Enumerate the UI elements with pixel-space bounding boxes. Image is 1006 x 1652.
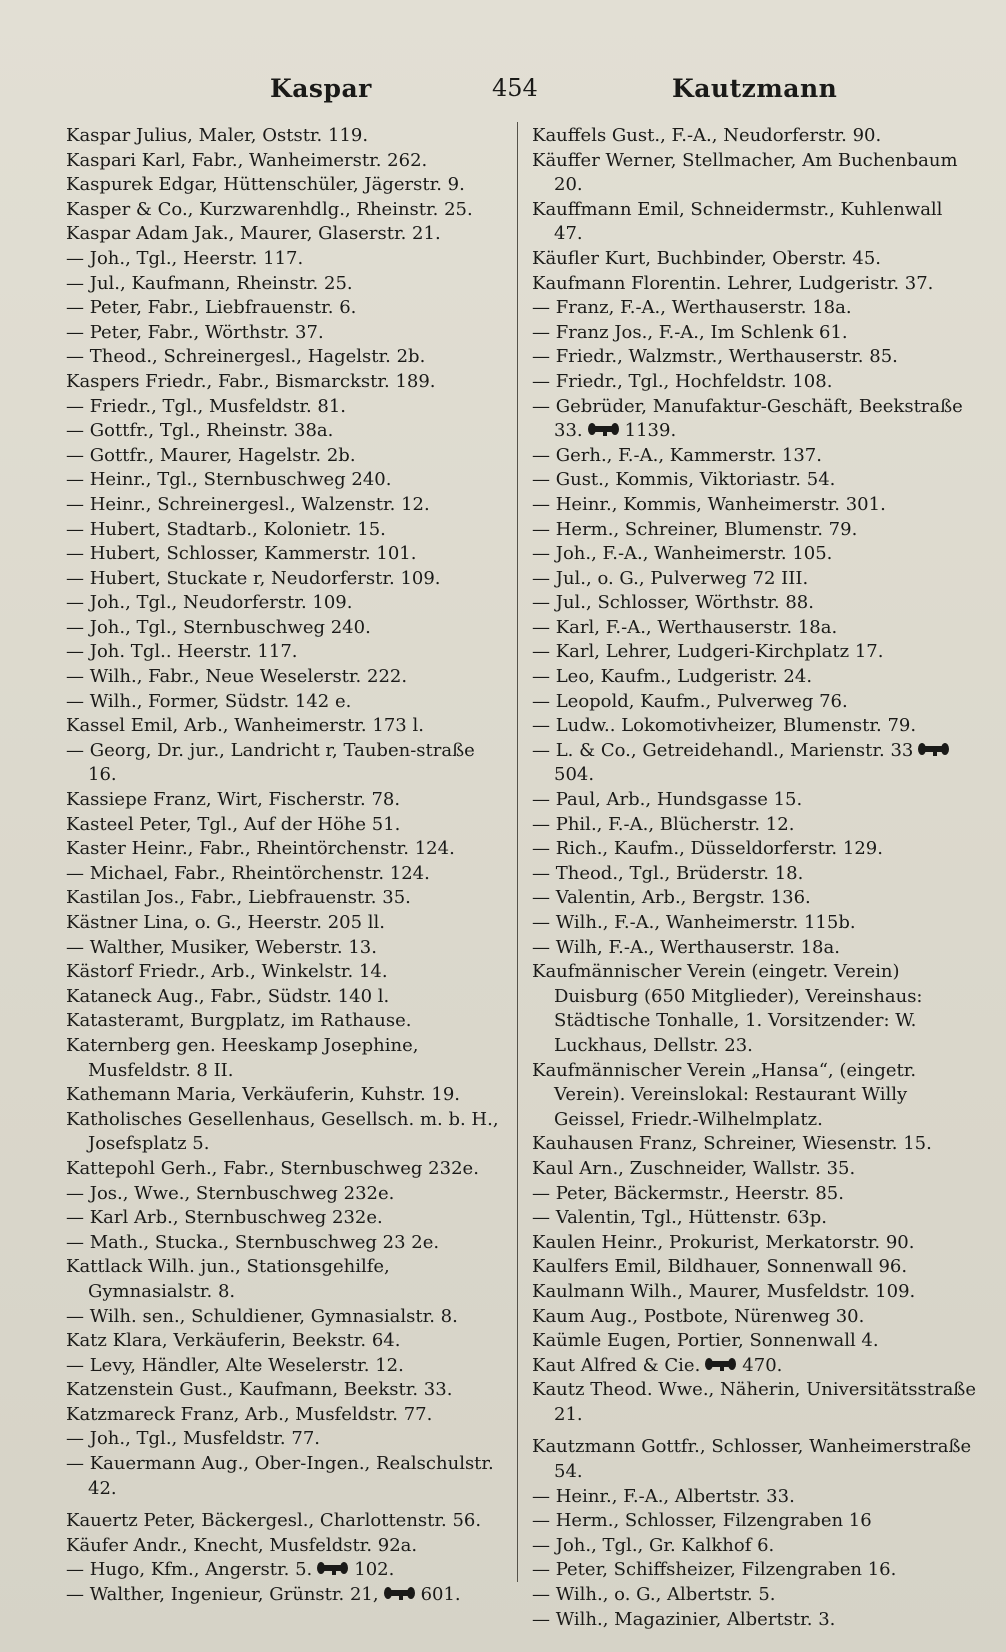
entry-text: — Peter, Schiffsheizer, Filzengraben 16. (532, 1559, 897, 1581)
directory-entry (66, 468, 502, 493)
entry-text: — Wilh., Magazinier, Albertstr. 3. (532, 1608, 836, 1630)
directory-entry (66, 911, 502, 936)
directory-entry (66, 493, 502, 518)
entry-text: Katholisches Gesellenhaus, Gesellsch. m. b. H., Josefsplatz 5. (66, 1108, 499, 1155)
directory-entry (532, 690, 976, 715)
directory-entry (532, 886, 976, 911)
directory-entry (66, 395, 502, 420)
directory-entry (66, 1255, 502, 1304)
entry-text: — Franz Jos., F.-A., Im Schlenk 61. (532, 321, 848, 343)
entry-text: — Kauermann Aug., Ober-Ingen., Realschulstr. 42. (66, 1453, 494, 1499)
directory-entry (532, 640, 976, 665)
entry-text: — Ludw.. Lokomotivheizer, Blumenstr. 79. (532, 715, 917, 737)
directory-entry (532, 1534, 976, 1559)
directory-entry (532, 1157, 976, 1182)
directory-entry (66, 960, 502, 985)
entry-text: Käuffer Werner, Stellmacher, Am Buchenbaum 20. (532, 149, 958, 196)
entry-text: Kataneck Aug., Fabr., Südstr. 140 l. (66, 985, 390, 1007)
directory-entry (66, 1452, 502, 1501)
entry-text: Kauhausen Franz, Schreiner, Wiesenstr. 15. (532, 1133, 932, 1155)
directory-entry (66, 567, 502, 592)
entry-text: — Heinr., F.-A., Albertstr. 33. (532, 1485, 795, 1507)
entry-text: — Peter, Fabr., Liebfrauenstr. 6. (66, 297, 357, 319)
entry-text: — Jul., o. G., Pulverweg 72 III. (532, 567, 809, 589)
directory-entry (66, 862, 502, 887)
entry-text: — Joh., Tgl., Neudorferstr. 109. (66, 592, 353, 614)
directory-entry (532, 837, 976, 862)
entry-text: — Jul., Kaufmann, Rheinstr. 25. (66, 272, 353, 294)
directory-entry (66, 1583, 502, 1608)
entry-text: Katernberg gen. Heeskamp Josephine, Musfeldstr. 8 II. (66, 1034, 419, 1081)
page-header (0, 74, 1006, 114)
directory-entry (532, 813, 976, 838)
directory-entry (66, 222, 502, 247)
directory-entry (66, 542, 502, 567)
entry-text: Kaümle Eugen, Portier, Sonnenwall 4. (532, 1330, 879, 1352)
header-left-word: Kaspar (270, 74, 372, 103)
entry-text: — Hugo, Kfm., Angerstr. 5. (66, 1559, 313, 1581)
entry-text: Kautzmann Gottfr., Schlosser, Wanheimerstraße 54. (532, 1436, 972, 1483)
entry-text: Kathemann Maria, Verkäuferin, Kuhstr. 19. (66, 1084, 461, 1106)
entry-text: — Hubert, Stuckate r, Neudorferstr. 109. (66, 567, 441, 589)
entry-text: Kassiepe Franz, Wirt, Fischerstr. 78. (66, 789, 401, 811)
directory-entry (66, 419, 502, 444)
directory-entry (532, 124, 976, 149)
directory-entry (532, 1305, 976, 1330)
directory-entry (532, 444, 976, 469)
directory-entry (66, 690, 502, 715)
directory-entry (66, 1206, 502, 1231)
directory-entry (66, 640, 502, 665)
directory-entry (66, 247, 502, 272)
directory-entry (532, 321, 976, 346)
entry-text: Katzenstein Gust., Kaufmann, Beekstr. 33. (66, 1379, 453, 1401)
directory-entry (532, 1485, 976, 1510)
directory-entry (66, 149, 502, 174)
entry-text: — Gottfr., Tgl., Rheinstr. 38a. (66, 420, 334, 442)
directory-entry (532, 395, 976, 444)
phone-number: 470. (742, 1354, 783, 1376)
directory-entry (532, 1329, 976, 1354)
entry-text: — Wilh., Fabr., Neue Weselerstr. 222. (66, 666, 408, 688)
directory-entry (66, 1378, 502, 1403)
directory-entry (66, 1534, 502, 1559)
directory-entry (532, 345, 976, 370)
directory-entry (66, 616, 502, 641)
directory-entry (66, 198, 502, 223)
phone-number: 102. (354, 1559, 395, 1581)
entry-text: Käufler Kurt, Buchbinder, Oberstr. 45. (532, 247, 881, 269)
phone-number: 601. (420, 1584, 461, 1606)
directory-entry (532, 567, 976, 592)
entry-text: Kauffels Gust., F.-A., Neudorferstr. 90. (532, 125, 882, 146)
directory-entry (532, 272, 976, 297)
directory-entry (66, 1231, 502, 1256)
entry-text: — Friedr., Tgl., Musfeldstr. 81. (66, 395, 347, 417)
entry-text: — Joh. Tgl.. Heerstr. 117. (66, 641, 298, 663)
entry-text: — Phil., F.-A., Blücherstr. 12. (532, 813, 795, 835)
directory-entry (532, 1206, 976, 1231)
directory-entry (532, 788, 976, 813)
entry-text: — Hubert, Stadtarb., Kolonietr. 15. (66, 518, 386, 540)
telephone-icon (316, 1560, 350, 1576)
page-number: 454 (492, 74, 538, 102)
directory-entry (66, 345, 502, 370)
entry-text: Kastilan Jos., Fabr., Liebfrauenstr. 35. (66, 887, 411, 909)
entry-text: Kaulmann Wilh., Maurer, Musfeldstr. 109. (532, 1280, 916, 1302)
entry-text: — Heinr., Schreinergesl., Walzenstr. 12. (66, 493, 430, 515)
directory-entry (66, 714, 502, 739)
entry-text: Kaspari Karl, Fabr., Wanheimerstr. 262. (66, 149, 428, 171)
directory-entry (532, 1280, 976, 1305)
directory-entry (532, 468, 976, 493)
directory-entry (66, 985, 502, 1010)
entry-text: — Wilh. sen., Schuldiener, Gymnasialstr. 8. (66, 1305, 458, 1327)
entry-text: Kauffmann Emil, Schneidermstr., Kuhlenwall 47. (532, 198, 943, 245)
directory-entry (532, 1378, 976, 1427)
directory-entry (66, 370, 502, 395)
entry-text: — Herm., Schlosser, Filzengraben 16 (532, 1510, 872, 1532)
directory-entry (532, 1059, 976, 1133)
entry-spacer (66, 1501, 502, 1509)
entry-text: — Friedr., Walzmstr., Werthauserstr. 85. (532, 346, 898, 368)
directory-entry (66, 1305, 502, 1330)
entry-text: Kattlack Wilh. jun., Stationsgehilfe, Gymnasialstr. 8. (66, 1256, 390, 1302)
entry-text: — L. & Co., Getreidehandl., Marienstr. 33 (532, 739, 914, 761)
entry-text: Kaster Heinr., Fabr., Rheintörchenstr. 124. (66, 838, 455, 860)
directory-entry (532, 1509, 976, 1534)
directory-entry (66, 1182, 502, 1207)
entry-text: — Wilh., o. G., Albertstr. 5. (532, 1584, 776, 1606)
directory-entry (66, 788, 502, 813)
entry-text: — Peter, Fabr., Wörthstr. 37. (66, 321, 324, 343)
directory-entry (532, 370, 976, 395)
entry-text: Katasteramt, Burgplatz, im Rathause. (66, 1010, 412, 1032)
entry-text: — Herm., Schreiner, Blumenstr. 79. (532, 518, 858, 540)
directory-entry (66, 296, 502, 321)
directory-entry (66, 1354, 502, 1379)
directory-entry (66, 1558, 502, 1583)
phone-number: 1139. (624, 420, 677, 442)
entry-text: Kaulfers Emil, Bildhauer, Sonnenwall 96. (532, 1256, 908, 1278)
entry-text: — Joh., Tgl., Sternbuschweg 240. (66, 616, 371, 638)
entry-text: — Heinr., Kommis, Wanheimerstr. 301. (532, 493, 886, 515)
header-right-word: Kautzmann (672, 74, 838, 103)
entry-text: — Jos., Wwe., Sternbuschweg 232e. (66, 1182, 395, 1204)
entry-text: Katz Klara, Verkäuferin, Beekstr. 64. (66, 1330, 401, 1352)
left-column (66, 124, 502, 1608)
entry-text: — Wilh., F.-A., Wanheimerstr. 115b. (532, 912, 856, 933)
directory-entry (66, 518, 502, 543)
directory-entry (66, 1403, 502, 1428)
directory-entry (532, 936, 976, 961)
entry-text: — Paul, Arb., Hundsgasse 15. (532, 789, 803, 811)
entry-text: — Rich., Kaufm., Düsseldorferstr. 129. (532, 838, 883, 860)
entry-text: Kästner Lina, o. G., Heerstr. 205 ll. (66, 912, 386, 933)
telephone-icon (383, 1585, 417, 1601)
entry-text: — Theod., Tgl., Brüderstr. 18. (532, 862, 804, 884)
directory-entry (66, 813, 502, 838)
entry-text: Kaut Alfred & Cie. (532, 1354, 701, 1376)
directory-entry (532, 1435, 976, 1484)
directory-entry (532, 960, 976, 1058)
entry-text: Kaum Aug., Postbote, Nürenweg 30. (532, 1305, 865, 1327)
entry-text: — Joh., Tgl., Musfeldstr. 77. (66, 1428, 321, 1450)
directory-entry (532, 862, 976, 887)
directory-entry (66, 444, 502, 469)
directory-entry (532, 1231, 976, 1256)
entry-text: Kaulen Heinr., Prokurist, Merkatorstr. 90. (532, 1231, 915, 1253)
entry-text: — Leo, Kaufm., Ludgeristr. 24. (532, 666, 813, 688)
entry-text: Kautz Theod. Wwe., Näherin, Universitätsstraße 21. (532, 1379, 976, 1425)
directory-entry (66, 1157, 502, 1182)
directory-entry (66, 1009, 502, 1034)
entry-text: — Franz, F.-A., Werthauserstr. 18a. (532, 297, 852, 319)
directory-entry (532, 518, 976, 543)
entry-text: Kaspar Julius, Maler, Oststr. 119. (66, 125, 369, 146)
directory-entry (66, 837, 502, 862)
entry-text: Kaspar Adam Jak., Maurer, Glaserstr. 21. (66, 223, 441, 245)
entry-text: — Valentin, Arb., Bergstr. 136. (532, 887, 811, 909)
entry-text: Kasteel Peter, Tgl., Auf der Höhe 51. (66, 813, 401, 835)
directory-entry (532, 149, 976, 198)
directory-entry (66, 1427, 502, 1452)
entry-text: Kästorf Friedr., Arb., Winkelstr. 14. (66, 961, 388, 983)
entry-spacer (532, 1427, 976, 1435)
directory-entry (66, 739, 502, 788)
entry-text: Kaufmännischer Verein (eingetr. Verein) Duisburg (650 Mitglieder), Vereinshaus: Städtische Tonhalle, 1. Vorsitzender: W. Luckhaus, Dellstr. 23. (532, 961, 923, 1056)
directory-entry (532, 198, 976, 247)
directory-entry (66, 321, 502, 346)
entry-text: Kattepohl Gerh., Fabr., Sternbuschweg 232e. (66, 1157, 479, 1179)
directory-entry (66, 272, 502, 297)
entry-text: — Joh., F.-A., Wanheimerstr. 105. (532, 543, 833, 565)
entry-text: — Karl, Lehrer, Ludgeri-Kirchplatz 17. (532, 641, 884, 663)
entry-text: — Gottfr., Maurer, Hagelstr. 2b. (66, 444, 356, 466)
directory-entry (532, 1583, 976, 1608)
entry-text: — Karl, F.-A., Werthauserstr. 18a. (532, 616, 838, 638)
entry-text: — Georg, Dr. jur., Landricht r, Tauben-straße 16. (66, 739, 475, 786)
entry-text: — Wilh, F.-A., Werthauserstr. 18a. (532, 936, 840, 958)
directory-entry (66, 1108, 502, 1157)
entry-text: Kaspers Friedr., Fabr., Bismarckstr. 189. (66, 370, 436, 392)
entry-text: — Valentin, Tgl., Hüttenstr. 63p. (532, 1207, 827, 1229)
column-divider (517, 122, 518, 1582)
entry-text: — Joh., Tgl., Gr. Kalkhof 6. (532, 1534, 775, 1556)
entry-text: — Walther, Musiker, Weberstr. 13. (66, 936, 377, 958)
directory-entry (532, 714, 976, 739)
directory-entry (532, 1255, 976, 1280)
directory-entry (66, 886, 502, 911)
directory-entry (532, 1354, 976, 1379)
entry-text: — Leopold, Kaufm., Pulverweg 76. (532, 690, 848, 712)
directory-entry (532, 1132, 976, 1157)
telephone-icon (704, 1356, 738, 1372)
directory-entry (532, 739, 976, 788)
phone-number: 504. (554, 764, 595, 786)
directory-entry (532, 296, 976, 321)
directory-entry (532, 591, 976, 616)
directory-entry (66, 1083, 502, 1108)
entry-text: Kaufmann Florentin. Lehrer, Ludgeristr. 37. (532, 272, 934, 294)
entry-text: — Friedr., Tgl., Hochfeldstr. 108. (532, 370, 833, 392)
directory-entry (66, 591, 502, 616)
directory-entry (532, 1608, 976, 1633)
entry-text: — Michael, Fabr., Rheintörchenstr. 124. (66, 862, 430, 884)
entry-text: Katzmareck Franz, Arb., Musfeldstr. 77. (66, 1403, 433, 1425)
entry-text: Kaufmännischer Verein „Hansa“, (eingetr. Verein). Vereinslokal: Restaurant Willy Geissel, Friedr.-Wilhelmplatz. (532, 1059, 917, 1130)
directory-entry (532, 1558, 976, 1583)
entry-text: — Peter, Bäckermstr., Heerstr. 85. (532, 1182, 844, 1204)
telephone-icon (587, 421, 621, 437)
directory-entry (532, 911, 976, 936)
entry-text: Kaul Arn., Zuschneider, Wallstr. 35. (532, 1157, 856, 1179)
entry-text: — Heinr., Tgl., Sternbuschweg 240. (66, 469, 392, 491)
directory-entry (66, 665, 502, 690)
entry-text: — Jul., Schlosser, Wörthstr. 88. (532, 592, 814, 614)
entry-text: — Levy, Händler, Alte Weselerstr. 12. (66, 1354, 404, 1376)
entry-text: Kauertz Peter, Bäckergesl., Charlottenstr. 56. (66, 1510, 482, 1532)
directory-entry (66, 173, 502, 198)
entry-text: — Wilh., Former, Südstr. 142 e. (66, 690, 352, 712)
directory-entry (532, 247, 976, 272)
directory-entry (66, 1329, 502, 1354)
telephone-icon (917, 741, 951, 757)
entry-text: — Hubert, Schlosser, Kammerstr. 101. (66, 543, 417, 565)
directory-entry (66, 124, 502, 149)
directory-entry (532, 665, 976, 690)
entry-text: Kaspurek Edgar, Hüttenschüler, Jägerstr. 9. (66, 174, 465, 196)
entry-text: — Theod., Schreinergesl., Hagelstr. 2b. (66, 346, 426, 368)
entry-text: — Walther, Ingenieur, Grünstr. 21, (66, 1584, 379, 1606)
entry-text: — Gebrüder, Manufaktur-Geschäft, Beekstraße 33. (532, 395, 963, 442)
entry-text: — Karl Arb., Sternbuschweg 232e. (66, 1207, 383, 1229)
entry-text: — Gust., Kommis, Viktoriastr. 54. (532, 469, 836, 491)
directory-entry (532, 616, 976, 641)
directory-entry (66, 936, 502, 961)
directory-entry (532, 542, 976, 567)
entry-text: Kasper & Co., Kurzwarenhdlg., Rheinstr. 25. (66, 198, 473, 220)
entry-text: — Math., Stucka., Sternbuschweg 23 2e. (66, 1231, 440, 1253)
directory-entry (532, 493, 976, 518)
directory-entry (66, 1509, 502, 1534)
entry-text: Käufer Andr., Knecht, Musfeldstr. 92a. (66, 1534, 418, 1556)
entry-text: — Gerh., F.-A., Kammerstr. 137. (532, 444, 822, 466)
directory-entry (66, 1034, 502, 1083)
right-column (532, 124, 976, 1632)
entry-text: — Joh., Tgl., Heerstr. 117. (66, 247, 304, 269)
directory-entry (532, 1182, 976, 1207)
entry-text: Kassel Emil, Arb., Wanheimerstr. 173 l. (66, 715, 424, 737)
